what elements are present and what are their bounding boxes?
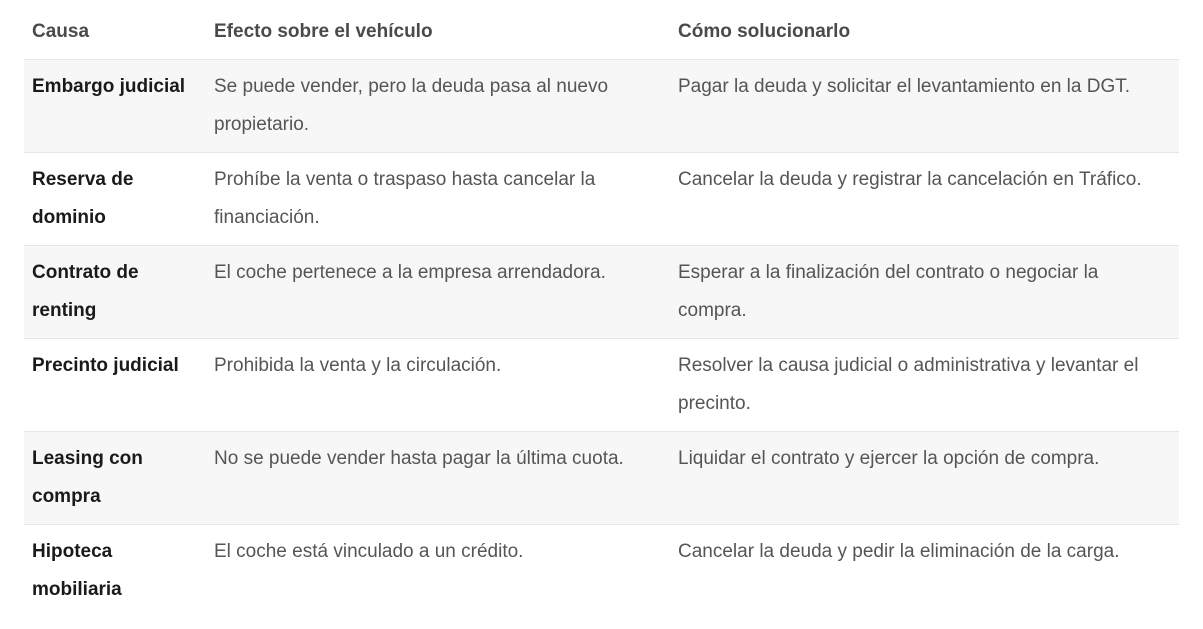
effect-cell: El coche está vinculado a un crédito. <box>214 541 524 562</box>
table-header <box>24 13 1179 60</box>
causes-table-container <box>24 13 1179 617</box>
table-row <box>24 432 1179 525</box>
cause-cell: Precinto judicial <box>32 355 179 376</box>
header-efecto: Efecto sobre el vehículo <box>214 21 433 42</box>
effect-cell: Prohibida la venta y la circulación. <box>214 355 502 376</box>
cause-cell: Leasing con compra <box>32 448 143 507</box>
header-causa: Causa <box>32 21 90 42</box>
cause-cell: Reserva de dominio <box>32 169 134 228</box>
solution-cell: Cancelar la deuda y pedir la eliminación de la carga. <box>678 541 1120 562</box>
table-row <box>24 153 1179 246</box>
header-row <box>24 13 1179 60</box>
causes-table <box>24 13 1179 617</box>
effect-cell: El coche pertenece a la empresa arrendadora. <box>214 262 606 283</box>
effect-cell: Prohíbe la venta o traspaso hasta cancelar la financiación. <box>214 169 596 228</box>
solution-cell: Pagar la deuda y solicitar el levantamiento en la DGT. <box>678 76 1131 97</box>
header-solucion: Cómo solucionarlo <box>678 21 851 42</box>
solution-cell: Cancelar la deuda y registrar la cancelación en Tráfico. <box>678 169 1142 190</box>
table-row <box>24 246 1179 339</box>
solution-cell: Resolver la causa judicial o administrativa y levantar el precinto. <box>678 355 1139 414</box>
solution-cell: Liquidar el contrato y ejercer la opción de compra. <box>678 448 1100 469</box>
table-row <box>24 60 1179 153</box>
effect-cell: No se puede vender hasta pagar la última cuota. <box>214 448 624 469</box>
cause-cell: Hipoteca mobiliaria <box>32 541 122 600</box>
solution-cell: Esperar a la finalización del contrato o negociar la compra. <box>678 262 1099 321</box>
cause-cell: Contrato de renting <box>32 262 139 321</box>
effect-cell: Se puede vender, pero la deuda pasa al nuevo propietario. <box>214 76 609 135</box>
table-body <box>24 60 1179 618</box>
table-row <box>24 525 1179 618</box>
table-row <box>24 339 1179 432</box>
cause-cell: Embargo judicial <box>32 76 186 97</box>
